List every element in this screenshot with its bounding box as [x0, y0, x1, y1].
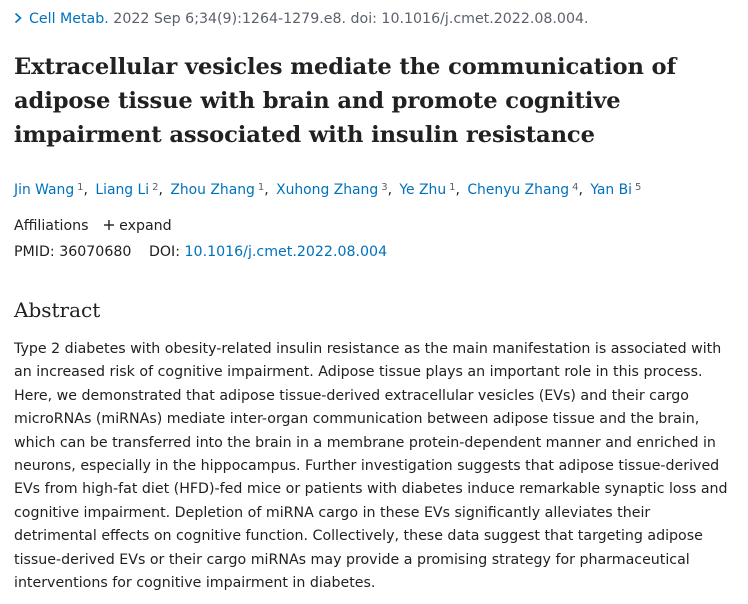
expand-label: expand	[119, 218, 172, 234]
chevron-right-icon	[12, 12, 24, 24]
affiliation-number[interactable]: 4	[572, 182, 579, 193]
authors-list	[14, 178, 641, 200]
author-separator: ,	[578, 182, 583, 198]
affiliation-number[interactable]: 1	[77, 182, 84, 193]
author-separator: ,	[387, 182, 392, 198]
author-link[interactable]: Ye Zhu	[399, 182, 447, 198]
abstract-heading: Abstract	[14, 298, 101, 322]
author-link[interactable]: Yan Bi	[590, 182, 633, 198]
affiliation-number[interactable]: 1	[449, 182, 456, 193]
citation-details: 2022 Sep 6;34(9):1264-1279.e8. doi: 10.1016/j.cmet.2022.08.004.	[113, 11, 589, 27]
author-separator: ,	[264, 182, 269, 198]
pmid-label: PMID:	[14, 244, 55, 260]
author-link[interactable]: Zhou Zhang	[170, 182, 255, 198]
affiliations-row	[14, 216, 172, 236]
affiliation-number[interactable]: 2	[152, 182, 159, 193]
author-separator: ,	[83, 182, 88, 198]
pmid-value: 36070680	[59, 244, 132, 260]
doi-label: DOI:	[148, 244, 180, 260]
doi-link[interactable]: 10.1016/j.cmet.2022.08.004	[184, 244, 388, 260]
author-link[interactable]: Jin Wang	[14, 182, 75, 198]
article-title: Extracellular vesicles mediate the communication of adipose tissue with brain and promote cognitive impairment associated with insulin resistance	[14, 54, 677, 148]
affiliation-number[interactable]: 5	[635, 182, 642, 193]
author-separator: ,	[158, 182, 163, 198]
affiliation-number[interactable]: 3	[381, 182, 388, 193]
affiliation-number[interactable]: 1	[257, 182, 265, 193]
plus-icon	[103, 219, 115, 231]
author-link[interactable]: Liang Li	[95, 182, 150, 198]
identifiers-row	[14, 242, 387, 262]
author-link[interactable]: Xuhong Zhang	[276, 182, 379, 198]
author-separator: ,	[455, 182, 460, 198]
journal-link[interactable]	[12, 11, 113, 27]
author-link[interactable]: Chenyu Zhang	[467, 182, 570, 198]
affiliations-expand-button[interactable]	[103, 218, 172, 234]
citation-line	[12, 9, 589, 29]
abstract-text: Type 2 diabetes with obesity-related insulin resistance as the main manifestation is associated with an increased risk of cognitive impairment. Adipose tissue plays an important role in this process. Here, we demonstrated that adipose tissue-derived extracellular vesicles (EVs) and their cargo microRNAs (miRNAs) mediate inter-organ communication between adipose tissue and the brain, which can be transferred into the brain in a membrane protein-dependent manner and enriched in neurons, especially in the hippocampus. Further investigation suggests that adipose tissue-derived EVs from high-fat diet (HFD)-fed mice or patients with diabetes induce remarkable synaptic loss and cognitive impairment. Depletion of miRNA cargo in these EVs significantly alleviates their detrimental effects on cognitive function. Collectively, these data suggest that targeting adipose tissue-derived EVs or their cargo miRNAs may provide a promising strategy for pharmaceutical interventions for cognitive impairment in diabetes.	[14, 341, 728, 592]
affiliations-label: Affiliations	[14, 218, 89, 234]
journal-name: Cell Metab.	[29, 11, 109, 27]
